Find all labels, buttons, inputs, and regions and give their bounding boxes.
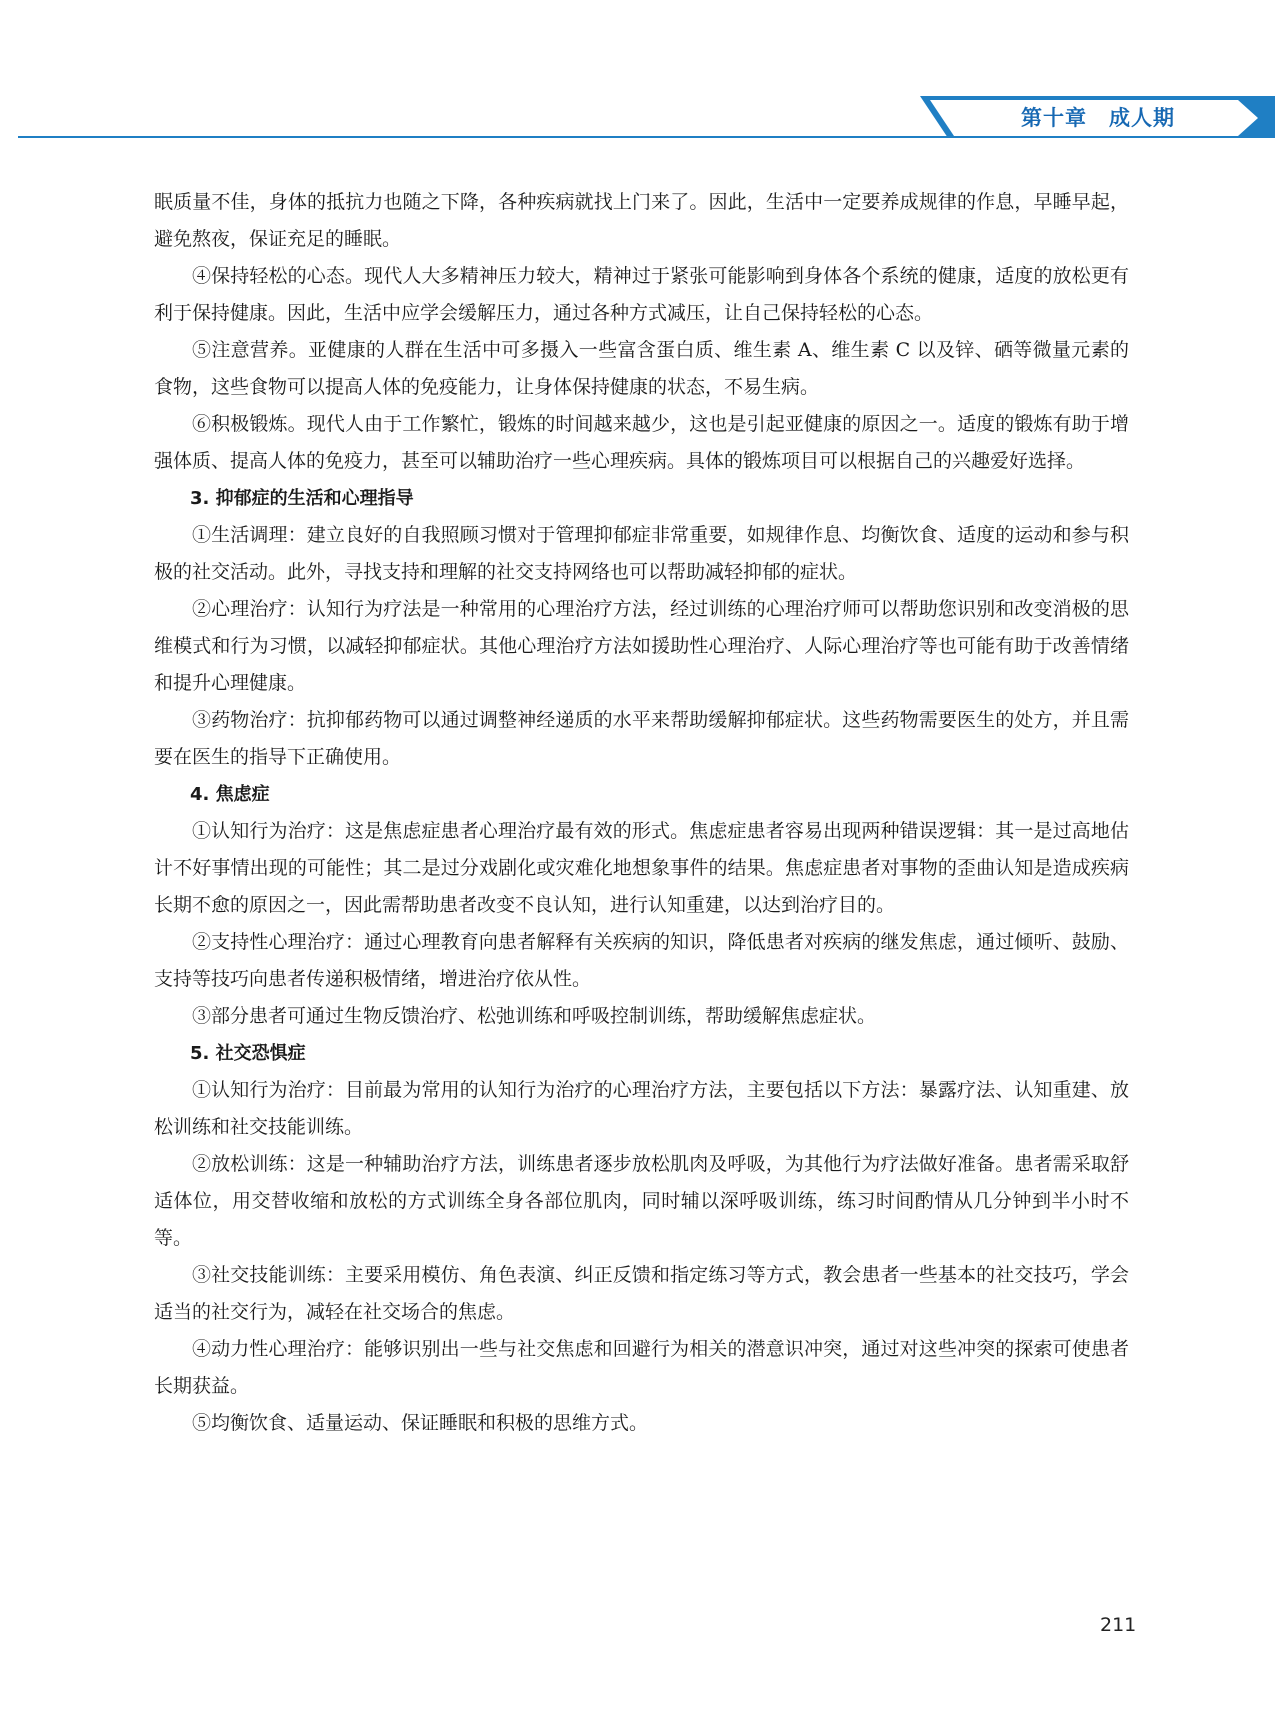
- paragraph: ③药物治疗：抗抑郁药物可以通过调整神经递质的水平来帮助缓解抑郁症状。这些药物需要医生的处方，并且需要在医生的指导下正确使用。: [154, 709, 1129, 768]
- paragraph: ④保持轻松的心态。现代人大多精神压力较大，精神过于紧张可能影响到身体各个系统的健康，适度的放松更有利于保持健康。因此，生活中应学会缓解压力，通过各种方式减压，让自己保持轻松的心态。: [154, 265, 1129, 324]
- chapter-title: 第十章 成人期: [1021, 106, 1175, 130]
- paragraph: ②心理治疗：认知行为疗法是一种常用的心理治疗方法，经过训练的心理治疗师可以帮助您识别和改变消极的思维模式和行为习惯，以减轻抑郁症状。其他心理治疗方法如援助性心理治疗、人际心理治疗等也可能有助于改善情绪和提升心理健康。: [154, 598, 1129, 694]
- paragraph: ⑥积极锻炼。现代人由于工作繁忙，锻炼的时间越来越少，这也是引起亚健康的原因之一。适度的锻炼有助于增强体质、提高人体的免疫力，甚至可以辅助治疗一些心理疾病。具体的锻炼项目可以根据自己的兴趣爱好选择。: [154, 413, 1129, 472]
- body-text: [154, 184, 1129, 1442]
- section-heading: 4. 焦虑症: [190, 784, 270, 805]
- section-heading: 5. 社交恐惧症: [190, 1043, 306, 1064]
- paragraph: 眠质量不佳，身体的抵抗力也随之下降，各种疾病就找上门来了。因此，生活中一定要养成规律的作息，早睡早起，避免熬夜，保证充足的睡眠。: [154, 191, 1129, 250]
- paragraph: ①认知行为治疗：这是焦虑症患者心理治疗最有效的形式。焦虑症患者容易出现两种错误逻辑：其一是过高地估计不好事情出现的可能性；其二是过分戏剧化或灾难化地想象事件的结果。焦虑症患者对事物的歪曲认知是造成疾病长期不愈的原因之一，因此需帮助患者改变不良认知，进行认知重建，以达到治疗目的。: [154, 820, 1129, 916]
- page-number: 211: [1100, 1614, 1137, 1636]
- paragraph: ④动力性心理治疗：能够识别出一些与社交焦虑和回避行为相关的潜意识冲突，通过对这些冲突的探索可使患者长期获益。: [154, 1338, 1129, 1397]
- paragraph: ②放松训练：这是一种辅助治疗方法，训练患者逐步放松肌肉及呼吸，为其他行为疗法做好准备。患者需采取舒适体位，用交替收缩和放松的方式训练全身各部位肌肉，同时辅以深呼吸训练，练习时间酌情从几分钟到半小时不等。: [154, 1153, 1129, 1249]
- paragraph: ①生活调理：建立良好的自我照顾习惯对于管理抑郁症非常重要，如规律作息、均衡饮食、适度的运动和参与积极的社交活动。此外，寻找支持和理解的社交支持网络也可以帮助减轻抑郁的症状。: [154, 524, 1129, 583]
- paragraph: ⑤均衡饮食、适量运动、保证睡眠和积极的思维方式。: [192, 1412, 649, 1434]
- paragraph: ③部分患者可通过生物反馈治疗、松弛训练和呼吸控制训练，帮助缓解焦虑症状。: [192, 1005, 877, 1027]
- section-heading: 3. 抑郁症的生活和心理指导: [190, 488, 414, 509]
- paragraph: ⑤注意营养。亚健康的人群在生活中可多摄入一些富含蛋白质、维生素 A、维生素 C 以及锌、硒等微量元素的食物，这些食物可以提高人体的免疫能力，让身体保持健康的状态，不易生病。: [154, 339, 1129, 398]
- paragraph: ②支持性心理治疗：通过心理教育向患者解释有关疾病的知识，降低患者对疾病的继发焦虑，通过倾听、鼓励、支持等技巧向患者传递积极情绪，增进治疗依从性。: [154, 931, 1129, 990]
- chapter-tab: [920, 96, 1275, 138]
- paragraph: ③社交技能训练：主要采用模仿、角色表演、纠正反馈和指定练习等方式，教会患者一些基本的社交技巧，学会适当的社交行为，减轻在社交场合的焦虑。: [154, 1264, 1129, 1323]
- paragraph: ①认知行为治疗：目前最为常用的认知行为治疗的心理治疗方法，主要包括以下方法：暴露疗法、认知重建、放松训练和社交技能训练。: [154, 1079, 1129, 1138]
